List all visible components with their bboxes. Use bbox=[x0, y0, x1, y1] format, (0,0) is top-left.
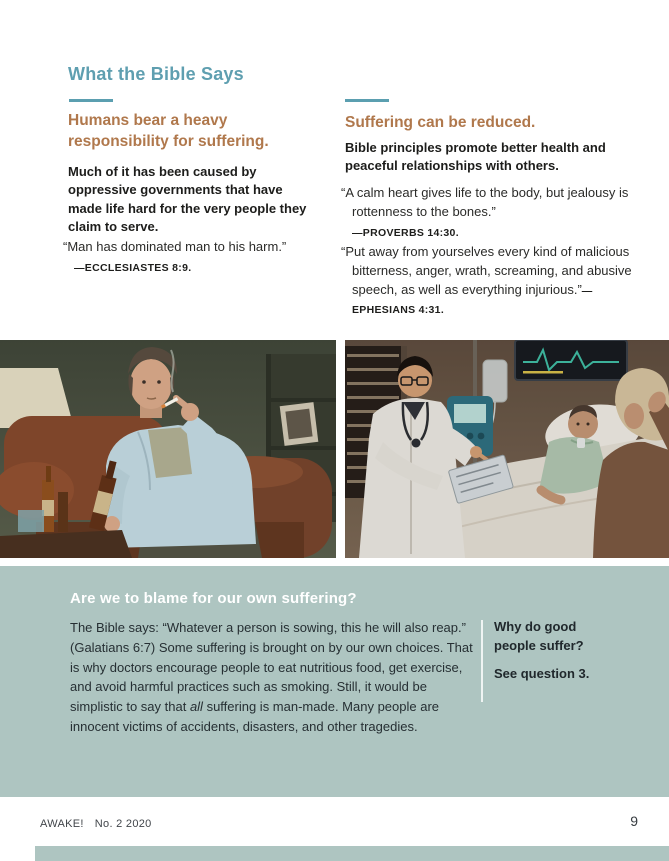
quote-text: “A calm heart gives life to the body, but jealousy is rottenness to the bones.” bbox=[341, 185, 629, 219]
sidebar-see-question: See question 3. bbox=[494, 665, 590, 681]
left-section-heading: Humans bear a heavy responsibility for suffering. bbox=[68, 112, 269, 151]
section-rule-right bbox=[345, 99, 389, 102]
photo-hospital-scene bbox=[345, 340, 669, 558]
page-footer bbox=[40, 818, 152, 830]
callout-heading: Are we to blame for our own suffering? bbox=[70, 590, 357, 607]
page-number: 9 bbox=[630, 813, 638, 829]
bottom-accent-bar bbox=[35, 846, 669, 861]
left-section-lead: Much of it has been caused by oppressive governments that have made life hard for the very people they claim to serve. bbox=[68, 164, 307, 235]
right-section-heading: Suffering can be reduced. bbox=[345, 114, 536, 131]
scripture-quote-ecclesiastes bbox=[63, 238, 331, 276]
scripture-quote-ephesians bbox=[341, 243, 633, 319]
footer-issue: No. 2 2020 bbox=[94, 818, 152, 830]
footer-magazine-title: AWAKE! bbox=[40, 818, 84, 830]
scripture-reference: —ECCLESIASTES 8:9. bbox=[74, 261, 192, 274]
scripture-reference: —PROVERBS 14:30. bbox=[352, 226, 459, 239]
man-smoking-illustration bbox=[0, 340, 336, 558]
scripture-quote-proverbs bbox=[341, 184, 629, 241]
sidebar-question: Why do good people suffer? bbox=[494, 619, 584, 653]
callout-box bbox=[0, 566, 669, 797]
right-section-lead: Bible principles promote better health and peaceful relationships with others. bbox=[345, 140, 606, 174]
callout-body bbox=[70, 618, 474, 737]
callout-divider bbox=[481, 620, 483, 702]
photo-man-smoking bbox=[0, 340, 336, 558]
callout-body-text: The Bible says: “Whatever a person is sowing, this he will also reap.” (Galatians 6:7) Some suffering is brought on by our own choices. That is why doctors encourage people to eat nutritious food, get exercise, and avoid harmful practices such as smoking. Still, it would be simplistic to say that bbox=[70, 620, 473, 714]
page-kicker: What the Bible Says bbox=[68, 64, 244, 84]
callout-body-text: suffering is man-made. Many people are innocent victims of accidents, disasters, and other tragedies. bbox=[70, 699, 440, 734]
section-rule-left bbox=[69, 99, 113, 102]
quote-text: “Man has dominated man to his harm.” bbox=[63, 239, 287, 254]
scripture-reference: —EPHESIANS 4:31. bbox=[352, 284, 593, 316]
callout-sidebar bbox=[494, 618, 612, 684]
hospital-scene-illustration bbox=[345, 340, 669, 558]
quote-text: “Put away from yourselves every kind of malicious bitterness, anger, wrath, screaming, and abusive speech, as well as everything injurious.” bbox=[341, 244, 632, 297]
callout-body-italic: all bbox=[189, 699, 203, 714]
